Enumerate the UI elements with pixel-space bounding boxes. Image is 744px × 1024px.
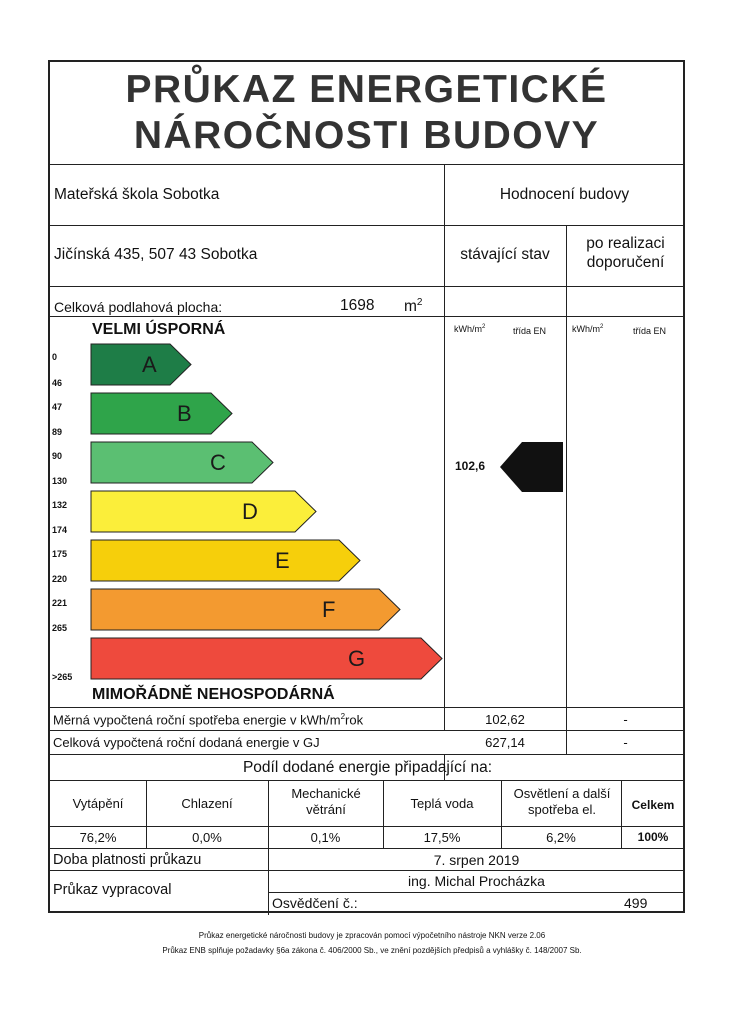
building-address: Jičínská 435, 507 43 Sobotka: [54, 246, 258, 263]
share-value-lighting: 6,2%: [546, 830, 576, 845]
class-letter-g: G: [348, 646, 366, 671]
divider: [50, 164, 685, 165]
class-letter-b: B: [177, 401, 192, 426]
col-kwh-current: kWh/$m^2$: [454, 324, 486, 334]
divider: [50, 870, 685, 871]
certificate-label: Osvědčení č.:: [272, 895, 358, 911]
share-header-ventilation: Mechanické větrání: [291, 786, 361, 817]
validity-label: Doba platnosti průkazu: [53, 852, 202, 868]
class-bar-c: [91, 442, 274, 483]
footer-line-2: Průkaz ENB splňuje požadavky §6a zákona č. 406/2000 Sb., ve znění pozdějších předpisů a vyhlášky č. 148/2007 Sb.: [162, 946, 582, 955]
scale-top-label: VELMI ÚSPORNÁ: [92, 321, 226, 338]
share-value-ventilation: 0,1%: [310, 830, 341, 845]
share-value-hot-water: 17,5%: [423, 830, 461, 845]
author-name: ing. Michal Procházka: [408, 873, 545, 889]
class-g-from: >265: [52, 672, 73, 682]
title-line-2: NÁROČNOSTI BUDOVY: [133, 114, 600, 157]
divider: [50, 286, 685, 287]
class-d-from: 132: [52, 500, 68, 510]
class-c-to: 130: [52, 476, 68, 486]
class-c-from: 90: [52, 451, 63, 461]
class-b-to: 89: [52, 427, 63, 437]
share-header-hot-water: Teplá voda: [410, 796, 474, 811]
class-letter-f: F: [322, 597, 336, 622]
current-value: 102,6: [455, 459, 486, 473]
class-bar-f: [91, 589, 401, 630]
divider: [50, 225, 685, 226]
building-name: Mateřská škola Sobotka: [54, 186, 220, 203]
divider: [50, 848, 685, 849]
divider: [50, 707, 685, 708]
divider: [50, 754, 685, 755]
class-a-to: 46: [52, 378, 63, 388]
share-value-cooling: 0,0%: [192, 830, 222, 845]
author-label: Průkaz vypracoval: [53, 882, 172, 898]
current-class-arrow: [500, 442, 564, 497]
energy-certificate: [48, 60, 685, 913]
col-class-after: třída EN: [633, 326, 667, 336]
class-letter-a: A: [142, 352, 157, 377]
total-energy-value: 627,14: [485, 735, 525, 750]
specific-consumption-value: 102,62: [485, 712, 525, 727]
share-header-heating: Vytápění: [72, 796, 124, 811]
share-header-cooling: Chlazení: [181, 796, 233, 811]
divider: [50, 316, 685, 317]
shares-heading: Podíl dodané energie připadající na:: [242, 759, 493, 776]
col-kwh-after: kWh/$m^2$: [572, 324, 604, 334]
scale-bottom-label: MIMOŘÁDNĚ NEHOSPODÁRNÁ: [92, 686, 335, 703]
class-f-to: 265: [52, 623, 68, 633]
class-b-from: 47: [52, 402, 63, 412]
share-header-lighting: Osvětlení a další spotřeba el.: [513, 786, 611, 817]
col-class-current: třída EN: [513, 326, 547, 336]
class-letter-c: C: [210, 450, 226, 475]
total-energy-label: Celková vypočtená roční dodaná energie v GJ: [53, 735, 320, 750]
class-a-from: 0: [52, 352, 58, 362]
after-recommendations-label: po realizaci doporučení: [586, 235, 665, 271]
class-e-from: 175: [52, 549, 68, 559]
title-line-1: PRŮKAZ ENERGETICKÉ: [125, 68, 608, 111]
divider: [566, 225, 567, 754]
floor-area-unit: $m^2$: [404, 297, 423, 316]
specific-consumption-label: Měrná vypočtená roční spotřeba energie v kWh/$m^2rok$: [53, 712, 364, 728]
class-f-from: 221: [52, 598, 68, 608]
divider: [268, 892, 685, 893]
class-bar-d: [91, 491, 317, 532]
class-bar-g: [91, 638, 443, 679]
evaluation-heading: Hodnocení budovy: [499, 186, 630, 203]
certificate-number: 499: [624, 895, 648, 911]
share-value-heating: 76,2%: [79, 830, 117, 845]
class-bar-e: [91, 540, 361, 581]
footer-line-1: Průkaz energetické náročnosti budovy je zpracován pomocí výpočetního nástroje NKN verze 2.06: [198, 931, 546, 940]
validity-value: 7. srpen 2019: [433, 852, 520, 868]
class-bar-b: [91, 393, 233, 434]
class-letter-e: E: [275, 548, 290, 573]
total-energy-after: -: [623, 735, 628, 750]
class-e-to: 220: [52, 574, 68, 584]
current-state-label: stávající stav: [460, 246, 550, 263]
divider: [50, 730, 685, 731]
floor-area-value: 1698: [340, 297, 375, 314]
floor-area-label: Celková podlahová plocha:: [54, 299, 223, 315]
specific-consumption-after: -: [623, 712, 628, 727]
share-header-total: Celkem: [631, 798, 675, 812]
share-value-total: 100%: [637, 830, 669, 844]
class-letter-d: D: [242, 499, 258, 524]
class-d-to: 174: [52, 525, 68, 535]
divider: [268, 780, 269, 915]
